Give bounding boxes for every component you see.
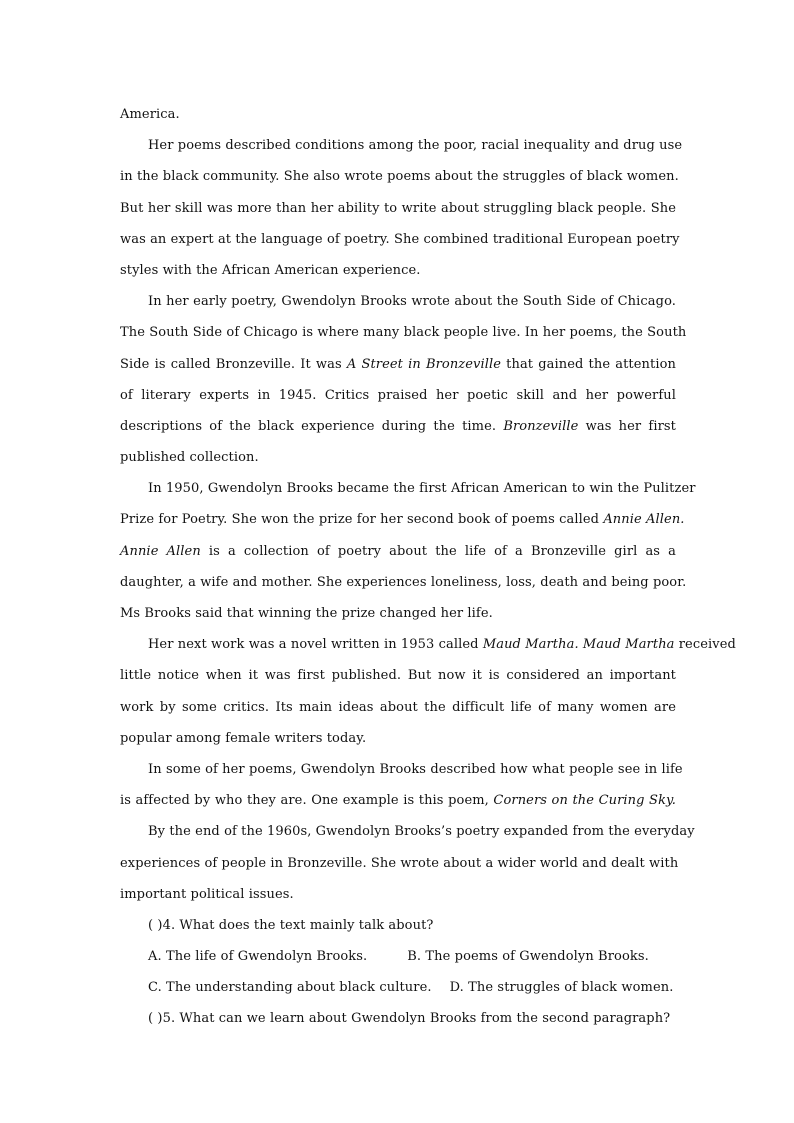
paragraph-5-line-1: In some of her poems, Gwendolyn Brooks described how what people see in life: [148, 761, 683, 777]
text-run: received: [674, 637, 736, 653]
paragraph-4-line-3: work by some critics. Its main ideas about the difficult life of many women are: [120, 699, 676, 715]
poem-title: Corners on the Curing Sky.: [493, 793, 676, 809]
paragraph-2-line-4: of literary experts in 1945. Critics praised her poetic skill and her powerful: [120, 387, 676, 403]
paragraph-3-line-4: daughter, a wife and mother. She experiences loneliness, loss, death and being poor.: [120, 574, 687, 590]
book-title: Annie Allen.: [603, 512, 685, 528]
book-title: Annie Allen: [120, 543, 201, 559]
text-run: is affected by who they are. One example is this poem,: [120, 793, 494, 809]
paragraph-6-line-2: experiences of people in Bronzeville. She wrote about a wider world and dealt with: [120, 855, 679, 871]
paragraph-6-line-3: important political issues.: [120, 886, 294, 902]
paragraph-3-line-1: In 1950, Gwendolyn Brooks became the first African American to win the Pulitzer: [148, 481, 696, 497]
question-4-options-row-2: [120, 972, 676, 1003]
text-run: is a collection of poetry about the life of a Bronzeville girl as a: [200, 543, 676, 559]
text-run: descriptions of the black experience during the time.: [120, 418, 504, 434]
text-run: was her first: [578, 418, 676, 434]
paragraph-3-line-5: Ms Brooks said that winning the prize changed her life.: [120, 606, 493, 621]
paragraph-1-line-2: in the black community. She also wrote poems about the struggles of black women.: [120, 169, 679, 185]
question-4-stem: ( )4. What does the text mainly talk about?: [148, 917, 434, 933]
paragraph-6-line-1: By the end of the 1960s, Gwendolyn Brooks’s poetry expanded from the everyday: [148, 824, 695, 840]
text-run: Prize for Poetry. She won the prize for her second book of poems called: [120, 512, 604, 528]
paragraph-4-line-2: little notice when it was first published. But now it is considered an important: [120, 668, 676, 684]
option-a: A. The life of Gwendolyn Brooks.: [148, 949, 368, 965]
paragraph-4-line-4: popular among female writers today.: [120, 730, 367, 746]
paragraph-2-line-3: [120, 349, 676, 380]
paragraph-1-line-5: styles with the African American experience.: [120, 262, 421, 278]
paragraph-2-line-2: The South Side of Chicago is where many black people live. In her poems, the South: [120, 325, 687, 341]
paragraph-1-line-1: Her poems described conditions among the poor, racial inequality and drug use: [148, 138, 683, 154]
paragraph-4-line-1: [120, 629, 736, 660]
paragraph-5-line-2: [120, 785, 676, 816]
text-run: Her next work was a novel written in 1953 called: [148, 637, 483, 653]
text-run: Side is called Bronzeville. It was: [120, 356, 347, 372]
paragraph-2-line-5: [120, 411, 676, 442]
paragraph-3-line-2: [120, 504, 685, 535]
option-b: B. The poems of Gwendolyn Brooks.: [407, 949, 649, 965]
paragraph-3-line-3: [120, 536, 676, 567]
paragraph-2-line-1: In her early poetry, Gwendolyn Brooks wrote about the South Side of Chicago.: [148, 294, 676, 310]
book-title: A Street in Bronzeville: [346, 356, 502, 372]
option-c: C. The understanding about black culture.: [148, 980, 432, 996]
book-title: Maud Martha. Maud Martha: [482, 637, 675, 653]
paragraph-2-line-6: published collection.: [120, 450, 259, 466]
question-4-options-row-1: [120, 941, 676, 972]
text-run: that gained the attention: [501, 356, 676, 372]
paragraph-0-line-1: America.: [120, 107, 180, 122]
option-d: D. The struggles of black women.: [449, 980, 674, 996]
book-title: Bronzeville: [503, 418, 579, 434]
document-page: [120, 99, 736, 1035]
paragraph-1-line-3: But her skill was more than her ability to write about struggling black people. She: [120, 200, 676, 216]
question-5-stem: ( )5. What can we learn about Gwendolyn Brooks from the second paragraph?: [148, 1011, 671, 1027]
paragraph-1-line-4: was an expert at the language of poetry. She combined traditional European poetry: [120, 231, 680, 247]
